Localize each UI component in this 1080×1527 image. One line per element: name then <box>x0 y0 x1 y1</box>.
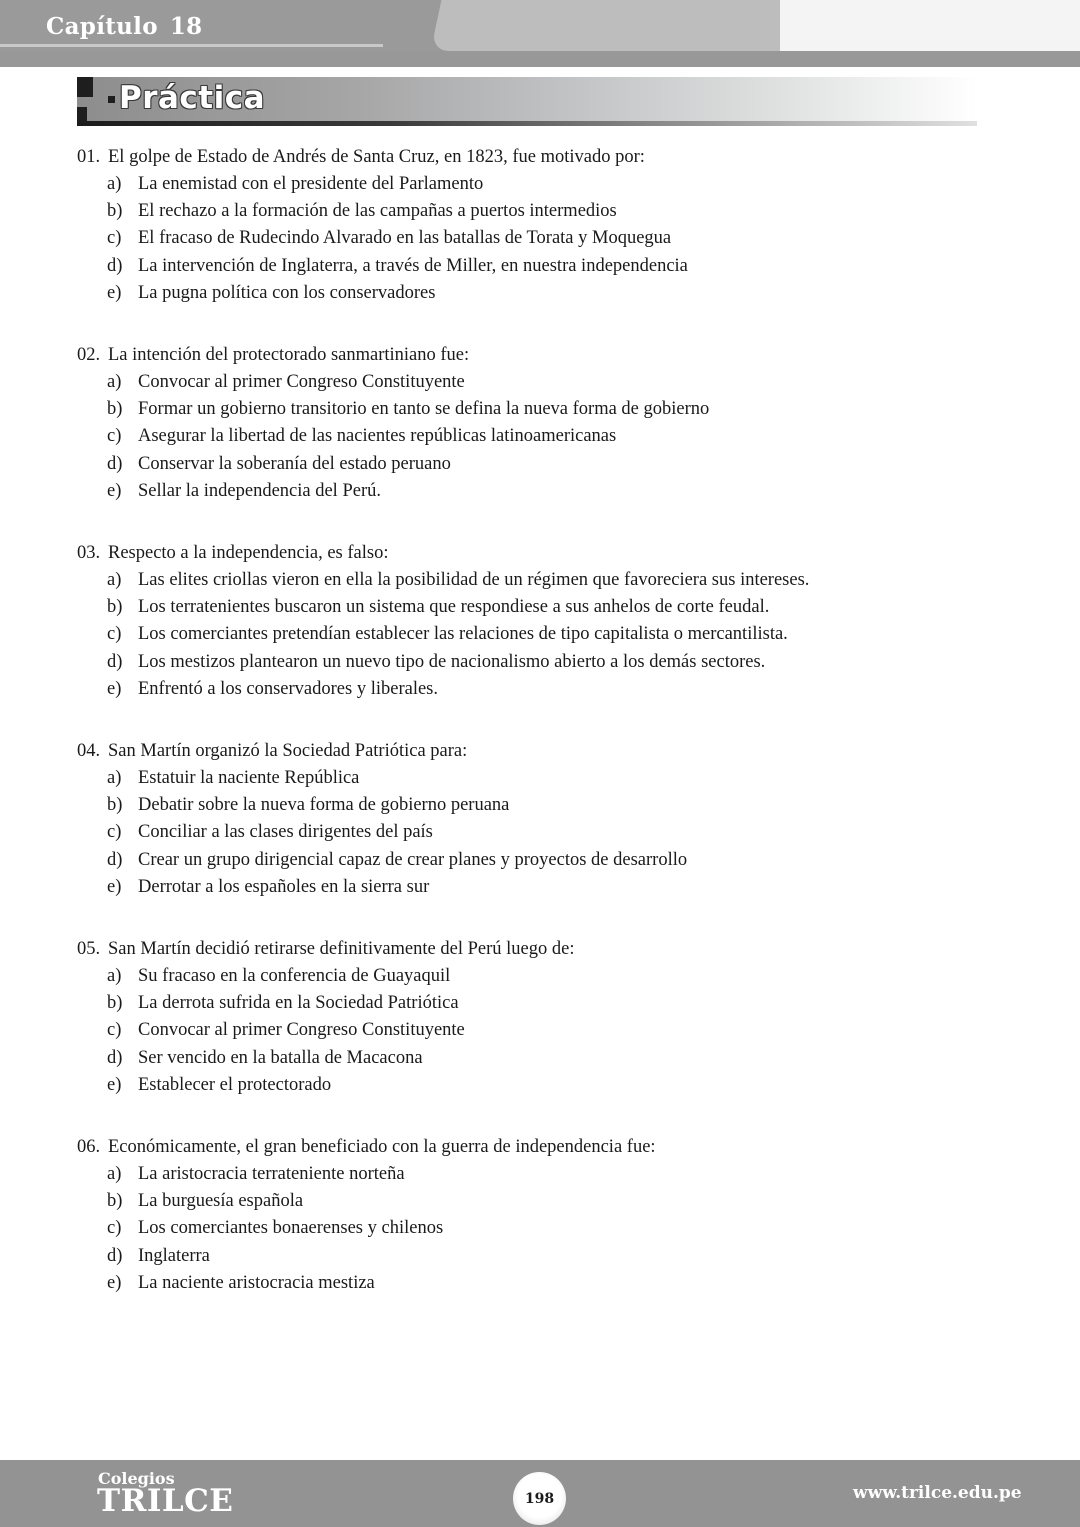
option-letter: c) <box>107 228 122 249</box>
option-text: Conservar la soberanía del estado peruano <box>138 453 451 474</box>
question-number: 04. <box>77 741 101 762</box>
question-list <box>77 144 997 1332</box>
option-letter: d) <box>107 255 123 276</box>
option-text: La derrota sufrida en la Sociedad Patriótica <box>138 993 459 1014</box>
option-letter: d) <box>107 453 123 474</box>
option-list <box>107 765 997 901</box>
section-title-bar <box>77 77 977 127</box>
question-text: San Martín organizó la Sociedad Patriótica para: <box>108 741 468 762</box>
square-bullet-icon <box>108 96 115 103</box>
question-number: 06. <box>77 1137 101 1158</box>
option-text: Crear un grupo dirigencial capaz de crear planes y proyectos de desarrollo <box>138 849 688 870</box>
option-text: Los mestizos plantearon un nuevo tipo de nacionalismo abierto a los demás sectores. <box>138 651 766 672</box>
option-letter: e) <box>107 876 122 897</box>
option-letter: b) <box>107 795 123 816</box>
header-band <box>0 51 1080 67</box>
option-text: Convocar al primer Congreso Constituyente <box>138 1020 465 1041</box>
option-letter: e) <box>107 1272 122 1293</box>
option-letter: b) <box>107 1191 123 1212</box>
option-letter: c) <box>107 426 122 447</box>
option-text: La burguesía española <box>138 1191 304 1212</box>
option-letter: b) <box>107 993 123 1014</box>
section-title: Práctica <box>119 80 266 116</box>
option-letter: d) <box>107 1245 123 1266</box>
option-text: Los terratenientes buscaron un sistema que respondiese a sus anhelos de corte feudal. <box>138 597 770 618</box>
website-link[interactable]: www.trilce.edu.pe <box>853 1483 1022 1503</box>
option-item <box>107 280 997 307</box>
option-item <box>107 171 997 198</box>
option-text: Convocar al primer Congreso Constituyente <box>138 372 465 393</box>
header-decor-mid <box>450 0 780 51</box>
option-letter: a) <box>107 174 122 194</box>
chapter-number: 18 <box>169 13 203 40</box>
option-text: Estatuir la naciente República <box>138 768 360 789</box>
option-item <box>107 621 997 648</box>
option-item <box>107 1270 997 1297</box>
option-letter: e) <box>107 480 122 501</box>
chapter-underline <box>0 44 383 47</box>
option-item <box>107 198 997 225</box>
option-item <box>107 478 997 505</box>
question-stem <box>77 144 997 171</box>
option-letter: e) <box>107 678 122 699</box>
option-letter: a) <box>107 570 122 591</box>
option-text: Los comerciantes pretendían establecer las relaciones de tipo capitalista o mercantilista. <box>138 624 788 645</box>
option-letter: a) <box>107 768 122 789</box>
question-text: San Martín decidió retirarse definitivamente del Perú luego de: <box>108 939 575 960</box>
option-item <box>107 1045 997 1072</box>
option-letter: d) <box>107 1047 123 1068</box>
option-letter: c) <box>107 1020 122 1041</box>
option-text: La enemistad con el presidente del Parlamento <box>138 174 484 194</box>
page-header <box>0 0 1080 67</box>
option-item <box>107 423 997 450</box>
option-letter: d) <box>107 849 123 870</box>
question-stem <box>77 738 997 765</box>
question-text: Económicamente, el gran beneficiado con la guerra de independencia fue: <box>108 1137 656 1158</box>
question-item <box>77 144 997 307</box>
title-bar-block-icon <box>77 77 93 97</box>
option-letter: e) <box>107 282 122 303</box>
option-text: Establecer el protectorado <box>138 1074 332 1095</box>
question-stem <box>77 936 997 963</box>
option-letter: b) <box>107 399 123 420</box>
question-text: El golpe de Estado de Andrés de Santa Cruz, en 1823, fue motivado por: <box>108 147 645 167</box>
option-text: Formar un gobierno transitorio en tanto se defina la nueva forma de gobierno <box>138 399 710 420</box>
option-letter: e) <box>107 1074 122 1095</box>
option-list <box>107 963 997 1099</box>
question-text: La intención del protectorado sanmartiniano fue: <box>108 345 470 366</box>
question-stem <box>77 540 997 567</box>
question-item <box>77 342 997 505</box>
option-item <box>107 676 997 703</box>
option-item <box>107 1243 997 1270</box>
option-item <box>107 594 997 621</box>
option-list <box>107 171 997 307</box>
option-text: Derrotar a los españoles en la sierra sur <box>138 876 430 897</box>
option-text: Ser vencido en la batalla de Macacona <box>138 1047 423 1068</box>
question-stem <box>77 342 997 369</box>
option-letter: a) <box>107 372 122 393</box>
option-text: La pugna política con los conservadores <box>138 282 436 303</box>
option-text: Su fracaso en la conferencia de Guayaquil <box>138 966 451 987</box>
question-text: Respecto a la independencia, es falso: <box>108 543 389 564</box>
option-item <box>107 847 997 874</box>
option-item <box>107 1017 997 1044</box>
page-footer <box>0 1460 1080 1527</box>
page-number: 198 <box>524 1490 555 1507</box>
option-item <box>107 649 997 676</box>
brand-subtitle: Colegios <box>98 1469 175 1488</box>
brand-logo: TRILCE <box>97 1483 234 1519</box>
option-list <box>107 1161 997 1297</box>
option-item <box>107 874 997 901</box>
option-letter: d) <box>107 651 123 672</box>
option-item <box>107 1161 997 1188</box>
option-text: La naciente aristocracia mestiza <box>138 1272 375 1293</box>
question-number: 03. <box>77 543 101 564</box>
title-bar-block-icon <box>77 107 87 123</box>
option-text: El fracaso de Rudecindo Alvarado en las batallas de Torata y Moquegua <box>138 228 672 249</box>
question-item <box>77 1134 997 1297</box>
option-item <box>107 1215 997 1242</box>
option-text: Inglaterra <box>138 1245 210 1266</box>
chapter-label: Capítulo <box>46 13 158 40</box>
option-item <box>107 451 997 478</box>
option-letter: a) <box>107 966 122 987</box>
option-item <box>107 369 997 396</box>
option-item <box>107 225 997 252</box>
question-item <box>77 738 997 901</box>
chapter-title <box>46 13 202 40</box>
option-text: Debatir sobre la nueva forma de gobierno peruana <box>138 795 510 816</box>
question-item <box>77 936 997 1099</box>
option-item <box>107 963 997 990</box>
option-letter: a) <box>107 1164 122 1185</box>
option-text: Sellar la independencia del Perú. <box>138 480 381 501</box>
question-stem <box>77 1134 997 1161</box>
option-item <box>107 819 997 846</box>
option-item <box>107 1072 997 1099</box>
option-text: Conciliar a las clases dirigentes del país <box>138 822 433 843</box>
option-item <box>107 567 997 594</box>
option-item <box>107 765 997 792</box>
option-text: La intervención de Inglaterra, a través de Miller, en nuestra independencia <box>138 255 688 276</box>
option-text: El rechazo a la formación de las campañas a puertos intermedios <box>138 201 617 222</box>
question-number: 01. <box>77 147 101 167</box>
option-letter: c) <box>107 624 122 645</box>
option-list <box>107 369 997 505</box>
option-text: Enfrentó a los conservadores y liberales. <box>138 678 439 699</box>
option-text: Asegurar la libertad de las nacientes repúblicas latinoamericanas <box>138 426 617 447</box>
page-number-badge <box>513 1472 566 1525</box>
question-number: 02. <box>77 345 101 366</box>
option-text: Las elites criollas vieron en ella la posibilidad de un régimen que favoreciera sus intereses. <box>138 570 810 591</box>
option-letter: c) <box>107 822 122 843</box>
question-item <box>77 540 997 703</box>
question-number: 05. <box>77 939 101 960</box>
option-item <box>107 792 997 819</box>
option-letter: b) <box>107 597 123 618</box>
option-text: Los comerciantes bonaerenses y chilenos <box>138 1218 444 1239</box>
title-bar-rule <box>77 121 977 126</box>
option-item <box>107 396 997 423</box>
option-list <box>107 567 997 703</box>
option-item <box>107 990 997 1017</box>
option-letter: c) <box>107 1218 122 1239</box>
option-letter: b) <box>107 201 123 222</box>
option-text: La aristocracia terrateniente norteña <box>138 1164 405 1185</box>
option-item <box>107 253 997 280</box>
option-item <box>107 1188 997 1215</box>
